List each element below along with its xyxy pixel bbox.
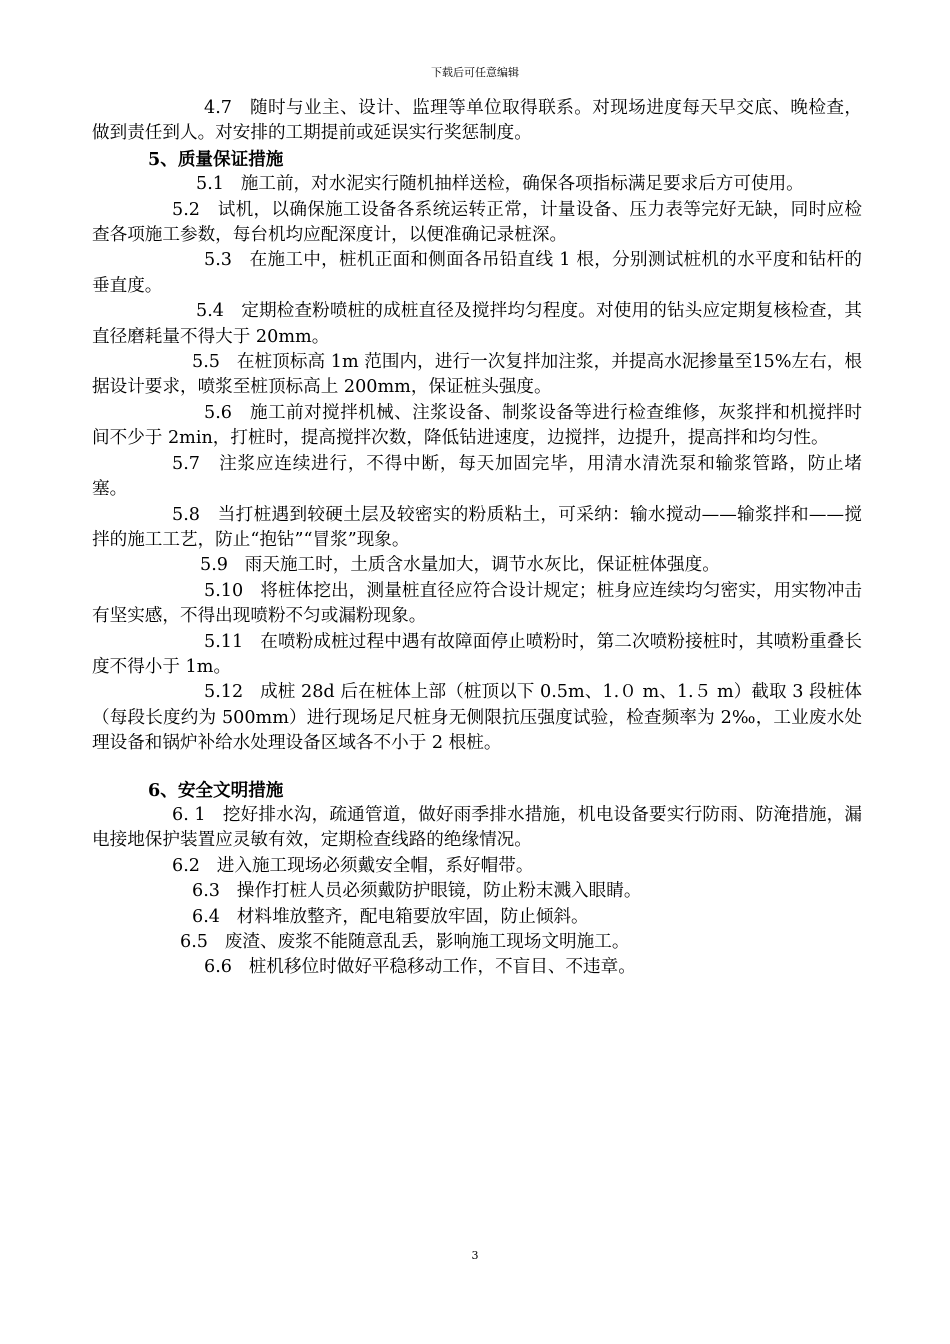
item-text: 材料堆放整齐，配电箱要放牢固，防止倾斜。 — [236, 906, 589, 927]
item-text: 施工前对搅拌机械、注浆设备、制浆设备等进行检查维修，灰浆拌和机搅拌时间不少于 2min，打桩时，提高搅拌次数，降低钻进速度，边搅拌，边提升，提高拌和均匀性。 — [92, 402, 862, 449]
item-text: 施工前，对水泥实行随机抽样送检，确保各项指标满足要求后方可使用。 — [240, 174, 804, 195]
item-number: 5.10 — [204, 580, 244, 601]
paragraph-6-6 — [92, 955, 862, 980]
paragraph-6-5 — [92, 930, 862, 955]
paragraph-5-10 — [92, 579, 862, 630]
page-footer — [0, 1249, 950, 1263]
document-body — [92, 96, 862, 981]
section-spacer — [92, 757, 862, 778]
item-number: 5.12 — [204, 682, 244, 703]
section-5-heading: 5、质量保证措施 — [148, 148, 284, 170]
paragraph-5-3 — [92, 248, 862, 299]
header-text: 下载后可任意编辑 — [431, 66, 519, 79]
item-number: 5.6 — [204, 402, 232, 423]
item-number: 6.6 — [204, 957, 232, 978]
item-text: 雨天施工时，土质含水量加大，调节水灰比，保证桩体强度。 — [244, 555, 720, 576]
item-number: 6.3 — [192, 881, 220, 902]
item-text: 在施工中，桩机正面和侧面各吊铅直线 1 根，分别测试桩机的水平度和钻杆的垂直度。 — [92, 250, 862, 296]
item-text: 试机，以确保施工设备各系统运转正常，计量设备、压力表等完好无缺，同时应检查各项施工参数，每台机均应配深度计，以便准确记录桩深。 — [92, 199, 862, 246]
paragraph-5-4 — [92, 299, 862, 350]
item-number: 5.1 — [196, 174, 224, 195]
item-number: 5.4 — [196, 301, 224, 322]
item-text: 在喷粉成桩过程中遇有故障面停止喷粉时，第二次喷粉接桩时，其喷粉重叠长度不得小于 1m。 — [92, 631, 862, 677]
item-number: 5.9 — [200, 555, 228, 576]
item-number: 5.8 — [172, 504, 200, 525]
item-number: 6.2 — [172, 855, 200, 876]
item-text: 桩机移位时做好平稳移动工作，不盲目、不违章。 — [248, 957, 636, 978]
paragraph-4-7 — [92, 96, 862, 147]
item-number: 6.4 — [192, 906, 220, 927]
paragraph-6-4 — [92, 905, 862, 930]
paragraph-5-2 — [92, 198, 862, 249]
paragraph-6-2 — [92, 854, 862, 879]
item-text: 随时与业主、设计、监理等单位取得联系。对现场进度每天早交底、晚检查，做到责任到人。对安排的工期提前或延误实行奖惩制度。 — [92, 98, 862, 144]
paragraph-5-7 — [92, 452, 862, 503]
item-text: 注浆应连续进行，不得中断，每天加固完毕，用清水清洗泵和输浆管路，防止堵塞。 — [92, 453, 862, 500]
item-number: 6.5 — [180, 932, 208, 952]
item-text: 挖好排水沟，疏通管道，做好雨季排水措施，机电设备要实行防雨、防淹措施，漏电接地保护装置应灵敏有效，定期检查线路的绝缘情况。 — [92, 804, 862, 851]
item-text: 进入施工现场必须戴安全帽，系好帽带。 — [216, 855, 534, 876]
item-text: 废渣、废浆不能随意乱丢，影响施工现场文明施工。 — [224, 932, 630, 952]
item-text: 将桩体挖出，测量桩直径应符合设计规定；桩身应连续均匀密实，用实物冲击有坚实感，不得出现喷粉不匀或漏粉现象。 — [92, 580, 862, 627]
item-text: 当打桩遇到较硬土层及较密实的粉质粘土，可采纳：输水搅动——输浆拌和——搅拌的施工工艺，防止“抱钻”“冒浆”现象。 — [92, 504, 862, 550]
page-number: 3 — [471, 1249, 479, 1262]
item-number: 5.5 — [192, 352, 220, 373]
page-header — [0, 66, 950, 80]
section-6-heading: 6、安全文明措施 — [148, 779, 284, 801]
paragraph-5-6 — [92, 401, 862, 452]
item-text: 在桩顶标高 1m 范围内，进行一次复拌加注浆，并提高水泥掺量至15%左右，根据设计要求，喷浆至桩顶标高上 200mm，保证桩头强度。 — [92, 352, 863, 398]
paragraph-6-1 — [92, 803, 862, 854]
item-text: 定期检查粉喷桩的成桩直径及搅拌均匀程度。对使用的钻头应定期复核检查，其直径磨耗量不得大于 20mm。 — [92, 301, 862, 347]
item-number: 5.3 — [204, 250, 232, 271]
paragraph-5-1 — [92, 172, 862, 197]
paragraph-5-9 — [92, 553, 862, 578]
item-text: 操作打桩人员必须戴防护眼镜，防止粉末溅入眼睛。 — [236, 881, 642, 902]
item-number: 4.7 — [204, 98, 232, 118]
item-number: 5.2 — [172, 199, 200, 220]
paragraph-5-12 — [92, 680, 862, 756]
paragraph-6-3 — [92, 879, 862, 904]
item-text: 成桩 28d 后在桩体上部（桩顶以下 0.5m、1.０ m、1.５ m）截取 3 段桩体（每段长度约为 500mm）进行现场足尺桩身无侧限抗压强度试验，检查频率为 2‰，工业废水处理设备和锅炉补给水处理设备区域各不小于 2 根桩。 — [92, 682, 862, 754]
item-number: 5.11 — [204, 631, 244, 652]
item-number: 6. 1 — [172, 804, 206, 825]
paragraph-5-5 — [92, 350, 862, 401]
item-number: 5.7 — [172, 453, 200, 474]
paragraph-5-8 — [92, 503, 862, 554]
paragraph-5-11 — [92, 630, 862, 681]
